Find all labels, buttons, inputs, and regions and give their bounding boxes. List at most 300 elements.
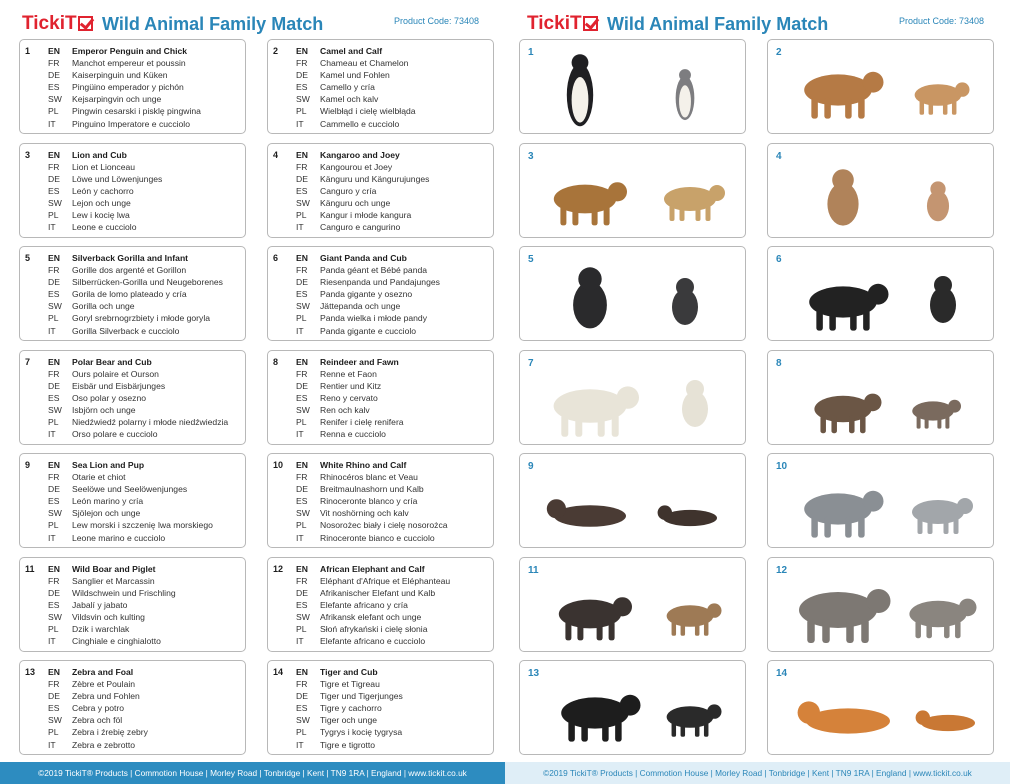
sheet-header bbox=[527, 12, 998, 38]
translation-list bbox=[48, 459, 241, 544]
translation-row bbox=[48, 93, 241, 105]
photo-number: 8 bbox=[776, 357, 782, 369]
translation-row bbox=[48, 611, 241, 623]
animal-name: Reno y cervato bbox=[320, 392, 378, 403]
animal-name: Lion et Lionceau bbox=[72, 161, 136, 172]
card-number: 9 bbox=[25, 460, 31, 470]
animal-name: Rinoceronte bianco e cucciolo bbox=[320, 532, 435, 543]
check-icon bbox=[78, 16, 93, 31]
language-code: ES bbox=[296, 82, 308, 93]
gorilla-icon bbox=[520, 247, 746, 341]
language-code: ES bbox=[48, 82, 60, 93]
translation-list bbox=[296, 45, 489, 130]
tickit-logo: TickiT bbox=[527, 12, 598, 36]
language-code: EN bbox=[296, 149, 308, 160]
language-code: SW bbox=[48, 508, 62, 519]
translation-row bbox=[296, 105, 489, 117]
animal-name: Ren och kalv bbox=[320, 404, 370, 415]
animal-name: Tigre et Tigreau bbox=[320, 679, 380, 690]
animal-name: Canguro e cangurino bbox=[320, 222, 401, 233]
card-number: 1 bbox=[25, 46, 31, 56]
language-code: EN bbox=[296, 356, 308, 367]
polar-bear-icon bbox=[520, 351, 746, 445]
translation-row bbox=[48, 392, 241, 404]
language-code: SW bbox=[296, 94, 310, 105]
animal-name: Sjölejon och unge bbox=[72, 508, 141, 519]
language-code: SW bbox=[48, 404, 62, 415]
language-code: IT bbox=[48, 325, 56, 336]
translation-row bbox=[48, 149, 241, 161]
animal-name: Cebra y potro bbox=[72, 703, 125, 714]
animal-name: Wielbłąd i cielę wielbłąda bbox=[320, 106, 416, 117]
translation-row bbox=[48, 666, 241, 678]
sheet-header bbox=[22, 12, 493, 38]
photo-number: 9 bbox=[528, 461, 534, 472]
animal-name: Tiger och unge bbox=[320, 715, 378, 726]
language-code: IT bbox=[48, 739, 56, 750]
animal-name: White Rhino and Calf bbox=[320, 460, 407, 470]
translation-row bbox=[296, 416, 489, 428]
language-code: IT bbox=[296, 118, 304, 129]
card-number: 13 bbox=[25, 667, 36, 677]
language-code: PL bbox=[48, 727, 59, 738]
translation-row bbox=[48, 252, 241, 264]
translation-row bbox=[48, 105, 241, 117]
language-code: SW bbox=[296, 404, 310, 415]
language-code: PL bbox=[48, 416, 59, 427]
translation-row bbox=[48, 380, 241, 392]
translation-list bbox=[48, 252, 241, 337]
language-code: SW bbox=[48, 611, 62, 622]
card-number: 14 bbox=[273, 667, 284, 677]
translation-row bbox=[296, 599, 489, 611]
animal-card-8 bbox=[267, 350, 494, 445]
animal-name: Polar Bear and Cub bbox=[72, 356, 152, 367]
language-code: ES bbox=[296, 599, 308, 610]
language-code: EN bbox=[48, 563, 60, 574]
language-code: ES bbox=[296, 496, 308, 507]
translation-row bbox=[48, 312, 241, 324]
animal-name: Chameau et Chamelon bbox=[320, 58, 409, 69]
translation-row bbox=[296, 276, 489, 288]
translation-row bbox=[296, 197, 489, 209]
animal-name: Gorille dos argenté et Gorillon bbox=[72, 265, 187, 276]
language-code: FR bbox=[296, 265, 308, 276]
animal-name: Sanglier et Marcassin bbox=[72, 575, 155, 586]
animal-name: Lejon och unge bbox=[72, 197, 131, 208]
language-code: EN bbox=[48, 149, 60, 160]
photo-card-8 bbox=[767, 350, 994, 445]
translation-row bbox=[48, 519, 241, 531]
animal-name: Oso polar y osezno bbox=[72, 392, 147, 403]
translation-list bbox=[296, 563, 489, 648]
animal-name: Leone e cucciolo bbox=[72, 222, 137, 233]
animal-card-1 bbox=[19, 39, 246, 134]
language-code: DE bbox=[48, 587, 60, 598]
animal-name: Tigre e tigrotto bbox=[320, 739, 376, 750]
animal-name: Dzik i warchlak bbox=[72, 623, 130, 634]
language-code: ES bbox=[296, 185, 308, 196]
photo-number: 4 bbox=[776, 150, 782, 162]
tiger-icon bbox=[768, 661, 994, 755]
translation-row bbox=[296, 575, 489, 587]
footer-text: ©2019 TickiT® Products | Commotion House | Morley Road | Tonbridge | Kent | TN9 1RA | England | www.tickit.co.uk bbox=[543, 768, 972, 778]
animal-name: Rinoceronte blanco y cría bbox=[320, 496, 418, 507]
photo-card-6 bbox=[767, 246, 994, 341]
translation-row bbox=[296, 69, 489, 81]
language-code: SW bbox=[296, 611, 310, 622]
language-code: PL bbox=[296, 623, 307, 634]
photo-card-4 bbox=[767, 143, 994, 238]
language-code: PL bbox=[296, 727, 307, 738]
animal-name: Cinghiale e cinghialotto bbox=[72, 636, 161, 647]
animal-name: Vildsvin och kulting bbox=[72, 611, 145, 622]
translation-row bbox=[48, 575, 241, 587]
animal-name: Kangourou et Joey bbox=[320, 161, 393, 172]
animal-name: Zebra i źrebię zebry bbox=[72, 727, 148, 738]
language-code: DE bbox=[296, 587, 308, 598]
language-code: DE bbox=[296, 173, 308, 184]
language-code: ES bbox=[296, 703, 308, 714]
photo-number: 1 bbox=[528, 47, 534, 58]
language-code: SW bbox=[48, 301, 62, 312]
lion-icon bbox=[520, 144, 746, 238]
language-code: IT bbox=[296, 325, 304, 336]
translation-row bbox=[48, 702, 241, 714]
translation-row bbox=[48, 678, 241, 690]
translation-row bbox=[48, 635, 241, 647]
animal-card-11 bbox=[19, 557, 246, 652]
animal-name: Kejsarpingvin och unge bbox=[72, 94, 162, 105]
photo-number: 11 bbox=[528, 564, 539, 576]
translation-row bbox=[48, 404, 241, 416]
translation-row bbox=[296, 209, 489, 221]
translation-list bbox=[296, 356, 489, 441]
language-code: EN bbox=[48, 356, 60, 367]
card-number: 12 bbox=[273, 563, 284, 574]
language-code: ES bbox=[48, 392, 60, 403]
animal-name: Breitmaulnashorn und Kalb bbox=[320, 484, 424, 495]
language-code: DE bbox=[48, 173, 60, 184]
language-code: PL bbox=[48, 623, 59, 634]
language-code: IT bbox=[296, 532, 304, 543]
animal-name: Lion and Cub bbox=[72, 149, 127, 160]
language-code: IT bbox=[296, 429, 304, 440]
card-number: 7 bbox=[25, 356, 31, 367]
translation-row bbox=[48, 714, 241, 726]
tickit-logo: TickiT bbox=[22, 12, 93, 36]
language-code: DE bbox=[296, 70, 308, 81]
card-number: 8 bbox=[273, 356, 279, 367]
translation-row bbox=[296, 519, 489, 531]
animal-name: Lew i kocię lwa bbox=[72, 209, 130, 220]
wild-boar-icon bbox=[520, 558, 746, 652]
animal-name: Renna e cucciolo bbox=[320, 429, 386, 440]
translation-row bbox=[296, 666, 489, 678]
translation-row bbox=[296, 404, 489, 416]
translation-row bbox=[296, 57, 489, 69]
translation-row bbox=[296, 185, 489, 197]
translation-row bbox=[296, 325, 489, 337]
translation-row bbox=[296, 312, 489, 324]
translation-list bbox=[296, 459, 489, 544]
language-code: EN bbox=[296, 460, 308, 470]
animal-name: Tiger und Tigerjunges bbox=[320, 691, 403, 702]
translation-row bbox=[48, 81, 241, 93]
translation-row bbox=[48, 495, 241, 507]
translation-row bbox=[48, 276, 241, 288]
card-number: 11 bbox=[25, 563, 35, 574]
animal-name: Pingwin cesarski i pisklę pingwina bbox=[72, 106, 201, 117]
animal-name: Otarie et chiot bbox=[72, 472, 126, 483]
animal-card-4 bbox=[267, 143, 494, 238]
translation-list bbox=[48, 356, 241, 441]
animal-name: Riesenpanda und Pandajunges bbox=[320, 277, 440, 288]
translation-row bbox=[296, 264, 489, 276]
language-code: FR bbox=[296, 161, 308, 172]
kangaroo-icon bbox=[768, 144, 994, 238]
translation-row bbox=[48, 356, 241, 368]
animal-name: Kamel och kalv bbox=[320, 94, 379, 105]
translation-row bbox=[48, 739, 241, 751]
photo-card-14 bbox=[767, 660, 994, 755]
translation-row bbox=[48, 161, 241, 173]
language-code: DE bbox=[296, 380, 308, 391]
language-code: EN bbox=[296, 563, 308, 574]
photo-number: 3 bbox=[528, 150, 534, 162]
translation-row bbox=[48, 69, 241, 81]
language-code: SW bbox=[296, 301, 310, 312]
translation-row bbox=[296, 459, 489, 471]
translation-row bbox=[48, 185, 241, 197]
translation-row bbox=[48, 325, 241, 337]
translation-row bbox=[296, 623, 489, 635]
translation-row bbox=[296, 563, 489, 575]
photo-card-7 bbox=[519, 350, 746, 445]
language-code: IT bbox=[48, 118, 56, 129]
animal-name: Manchot empereur et poussin bbox=[72, 58, 186, 69]
translation-row bbox=[48, 459, 241, 471]
translation-row bbox=[48, 507, 241, 519]
animal-name: Leone marino e cucciolo bbox=[72, 532, 166, 543]
sea-lion-icon bbox=[520, 454, 746, 548]
language-code: DE bbox=[296, 691, 308, 702]
translation-row bbox=[296, 495, 489, 507]
check-icon bbox=[583, 16, 598, 31]
translation-row bbox=[296, 288, 489, 300]
language-code: EN bbox=[48, 46, 60, 56]
animal-name: Wild Boar and Piglet bbox=[72, 563, 156, 574]
translation-row bbox=[296, 356, 489, 368]
language-code: FR bbox=[48, 58, 60, 69]
language-code: EN bbox=[48, 460, 60, 470]
animal-name: Känguru och unge bbox=[320, 197, 391, 208]
translation-list bbox=[48, 666, 241, 751]
language-code: IT bbox=[296, 739, 304, 750]
language-code: FR bbox=[48, 472, 60, 483]
footer-text: ©2019 TickiT® Products | Commotion House | Morley Road | Tonbridge | Kent | TN9 1RA | England | www.tickit.co.uk bbox=[38, 768, 467, 778]
translation-row bbox=[48, 368, 241, 380]
translation-list bbox=[48, 149, 241, 234]
language-code: IT bbox=[296, 636, 304, 647]
translation-row bbox=[296, 507, 489, 519]
photo-number: 2 bbox=[776, 47, 782, 58]
language-code: PL bbox=[48, 209, 59, 220]
translation-list bbox=[296, 666, 489, 751]
language-code: EN bbox=[296, 253, 308, 263]
photo-card-5 bbox=[519, 246, 746, 341]
animal-name: Jabalí y jabato bbox=[72, 599, 128, 610]
reindeer-icon bbox=[768, 351, 994, 445]
translation-row bbox=[48, 587, 241, 599]
animal-name: León y cachorro bbox=[72, 185, 134, 196]
language-code: FR bbox=[296, 472, 308, 483]
animal-name: Renne et Faon bbox=[320, 368, 377, 379]
zebra-icon bbox=[520, 661, 746, 755]
animal-name: Nosorożec biały i cielę nosorożca bbox=[320, 520, 448, 531]
animal-card-3 bbox=[19, 143, 246, 238]
language-code: FR bbox=[48, 265, 60, 276]
translation-row bbox=[48, 483, 241, 495]
translation-row bbox=[48, 197, 241, 209]
language-code: ES bbox=[296, 289, 308, 300]
photo-card-3 bbox=[519, 143, 746, 238]
animal-name: Cammello e cucciolo bbox=[320, 118, 400, 129]
animal-card-10 bbox=[267, 453, 494, 548]
animal-name: Pingüino emperador y pichón bbox=[72, 82, 184, 93]
language-code: FR bbox=[48, 575, 60, 586]
translation-row bbox=[296, 611, 489, 623]
animal-name: Kangur i młode kangura bbox=[320, 209, 412, 220]
animal-name: Elefante africano y cría bbox=[320, 599, 408, 610]
translation-row bbox=[296, 678, 489, 690]
translation-row bbox=[296, 587, 489, 599]
animal-card-6 bbox=[267, 246, 494, 341]
animal-name: African Elephant and Calf bbox=[320, 563, 425, 574]
animal-name: Niedźwiedź polarny i młode niedźwiedzia bbox=[72, 416, 229, 427]
animal-name: Gorila de lomo plateado y cría bbox=[72, 289, 187, 300]
animal-name: Canguro y cría bbox=[320, 185, 377, 196]
animal-name: Panda gigante e cucciolo bbox=[320, 325, 417, 336]
translation-list bbox=[48, 45, 241, 130]
product-code: Product Code: 73408 bbox=[393, 16, 479, 26]
translation-row bbox=[296, 702, 489, 714]
language-code: EN bbox=[296, 46, 308, 56]
language-code: IT bbox=[48, 532, 56, 543]
translation-list bbox=[296, 252, 489, 337]
animal-name: Giant Panda and Cub bbox=[320, 253, 407, 263]
language-code: FR bbox=[48, 368, 60, 379]
photo-number: 7 bbox=[528, 357, 534, 369]
language-code: SW bbox=[296, 197, 310, 208]
translation-row bbox=[48, 726, 241, 738]
animal-name: Renifer i cielę renifera bbox=[320, 416, 404, 427]
translation-row bbox=[296, 690, 489, 702]
elephant-icon bbox=[768, 558, 994, 652]
animal-card-14 bbox=[267, 660, 494, 755]
card-number: 10 bbox=[273, 460, 284, 470]
translation-row bbox=[48, 209, 241, 221]
camel-icon bbox=[768, 40, 994, 134]
animal-name: Reindeer and Fawn bbox=[320, 356, 399, 367]
language-code: DE bbox=[48, 70, 60, 81]
animal-name: Seelöwe und Seelöwenjunges bbox=[72, 484, 188, 495]
language-code: PL bbox=[296, 106, 307, 117]
translation-row bbox=[296, 93, 489, 105]
translation-row bbox=[296, 368, 489, 380]
animal-name: Camel and Calf bbox=[320, 46, 383, 56]
sheet-title: Wild Animal Family Match bbox=[607, 14, 829, 34]
translation-row bbox=[296, 45, 489, 57]
translation-row bbox=[48, 563, 241, 575]
animal-name: León marino y cría bbox=[72, 496, 144, 507]
footer-bar bbox=[0, 760, 505, 784]
animal-name: Wildschwein und Frischling bbox=[72, 587, 176, 598]
language-code: EN bbox=[48, 253, 60, 263]
language-code: PL bbox=[48, 313, 59, 324]
language-code: PL bbox=[296, 416, 307, 427]
translation-row bbox=[48, 532, 241, 544]
translation-row bbox=[48, 221, 241, 233]
language-code: FR bbox=[296, 368, 308, 379]
language-code: FR bbox=[296, 58, 308, 69]
animal-name: Tygrys i kocię tygrysa bbox=[320, 727, 403, 738]
language-code: ES bbox=[296, 392, 308, 403]
animal-name: Kangaroo and Joey bbox=[320, 149, 400, 160]
translation-row bbox=[296, 428, 489, 440]
language-code: FR bbox=[296, 679, 308, 690]
animal-name: Emperor Penguin and Chick bbox=[72, 46, 188, 56]
language-code: DE bbox=[48, 380, 60, 391]
photo-card-11 bbox=[519, 557, 746, 652]
language-code: FR bbox=[296, 575, 308, 586]
language-code: SW bbox=[296, 508, 310, 519]
photo-card-12 bbox=[767, 557, 994, 652]
picture-cards-sheet bbox=[505, 0, 1010, 784]
language-code: DE bbox=[296, 277, 308, 288]
language-code: PL bbox=[296, 209, 307, 220]
translation-row bbox=[296, 300, 489, 312]
translation-row bbox=[296, 118, 489, 130]
translation-row bbox=[48, 288, 241, 300]
animal-name: Tiger and Cub bbox=[320, 667, 378, 677]
language-code: PL bbox=[296, 313, 307, 324]
language-code: IT bbox=[296, 222, 304, 233]
card-number: 4 bbox=[273, 149, 279, 160]
card-number: 3 bbox=[25, 149, 31, 160]
language-code: ES bbox=[48, 703, 60, 714]
animal-name: Afrikansk elefant och unge bbox=[320, 611, 422, 622]
photo-card-9 bbox=[519, 453, 746, 548]
animal-name: Kamel und Fohlen bbox=[320, 70, 390, 81]
translation-row bbox=[296, 635, 489, 647]
translation-row bbox=[296, 483, 489, 495]
language-code: SW bbox=[48, 94, 62, 105]
language-code: IT bbox=[48, 429, 56, 440]
animal-name: Eisbär und Eisbärjunges bbox=[72, 380, 166, 391]
translation-row bbox=[296, 532, 489, 544]
translation-row bbox=[296, 149, 489, 161]
photo-number: 14 bbox=[776, 668, 788, 679]
language-code: DE bbox=[48, 691, 60, 702]
translation-row bbox=[296, 81, 489, 93]
animal-card-13 bbox=[19, 660, 246, 755]
animal-name: Camello y cría bbox=[320, 82, 375, 93]
language-code: DE bbox=[48, 277, 60, 288]
animal-name: Panda géant et Bébé panda bbox=[320, 265, 428, 276]
translation-row bbox=[48, 690, 241, 702]
translation-row bbox=[48, 428, 241, 440]
